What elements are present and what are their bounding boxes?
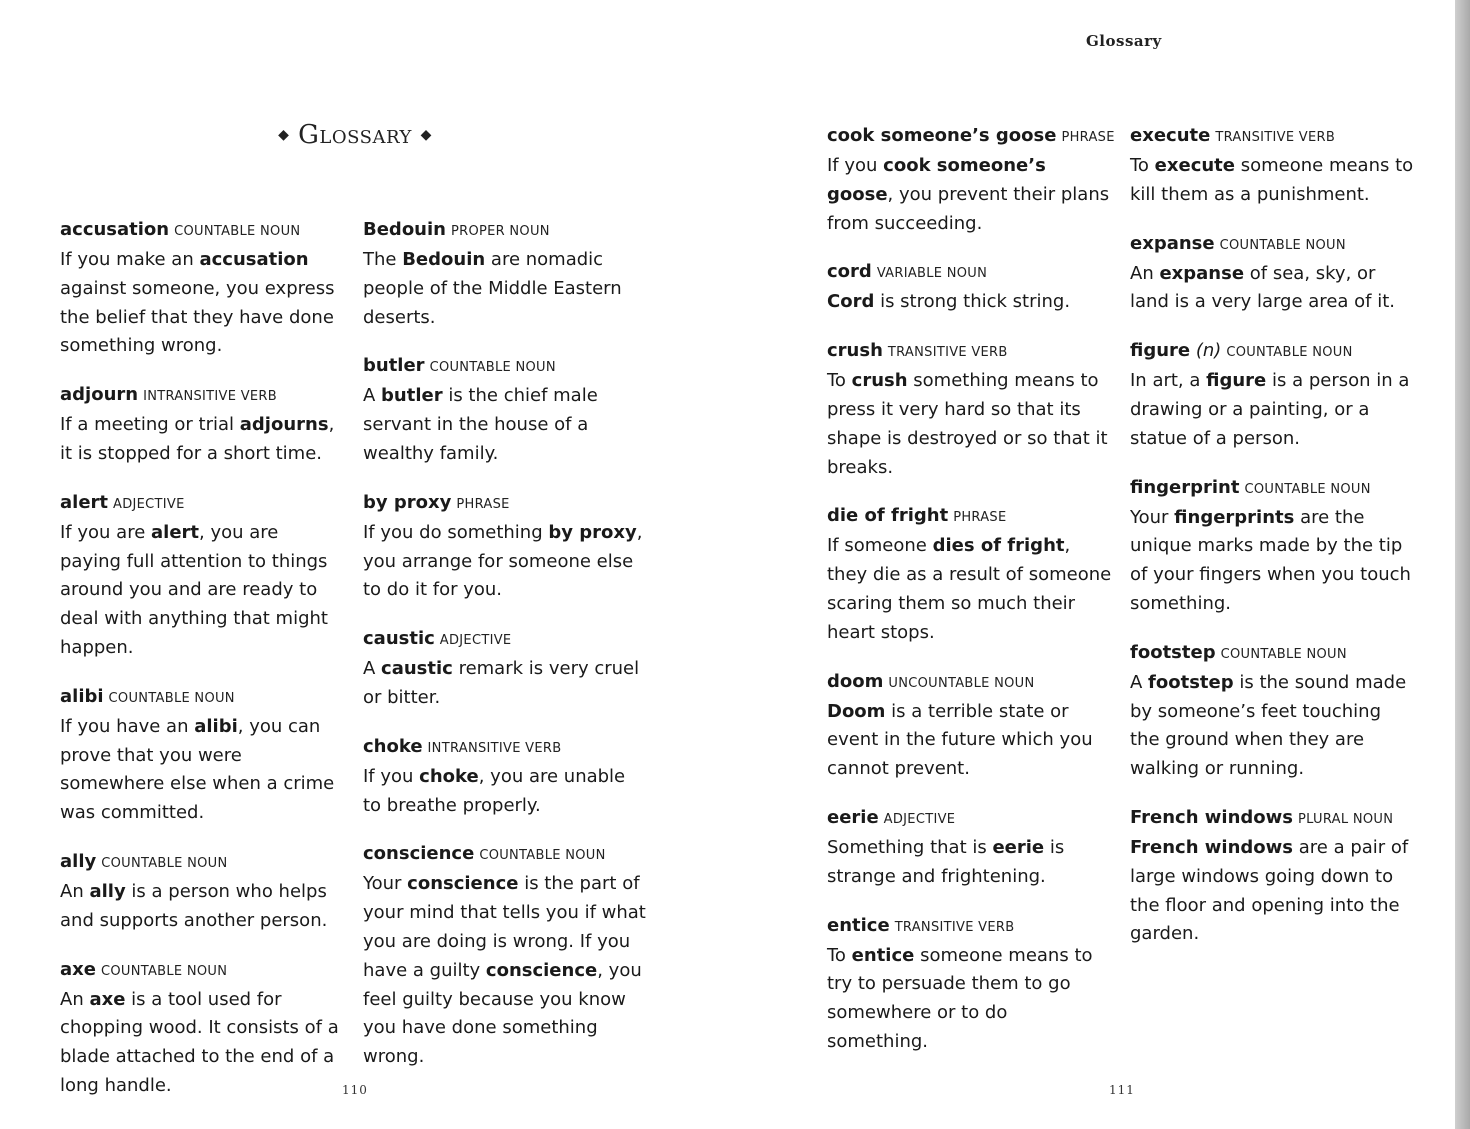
part-of-speech: PHRASE: [953, 510, 1007, 526]
definition-text: In art, a: [1130, 370, 1207, 392]
definition-keyword: adjourns: [239, 414, 329, 436]
definition: [60, 713, 345, 828]
definition: [363, 246, 648, 332]
definition-text: is the part of your mind that tells you if what you are doing is wrong. If you have a guilty: [363, 873, 646, 981]
page-number-left: 110: [342, 1083, 368, 1097]
title-ornament-right: ◆: [420, 127, 432, 143]
glossary-entry: [1130, 336, 1415, 453]
definition: [827, 834, 1112, 892]
headword-line: [60, 215, 345, 246]
definition-keyword: expanse: [1159, 262, 1245, 284]
headword-line: [827, 121, 1115, 152]
definition: [60, 246, 345, 361]
headword: figure: [1130, 340, 1191, 362]
headword: doom: [827, 670, 884, 692]
headword: Bedouin: [363, 219, 446, 240]
definition-keyword: by proxy: [548, 521, 637, 543]
definition-text: , it is stopped for a short time.: [60, 414, 335, 464]
part-of-speech: INTRANSITIVE VERB: [143, 389, 277, 405]
headword: execute: [1130, 125, 1211, 146]
headword: cord: [827, 261, 872, 283]
headword-line: [363, 732, 648, 763]
headword: alibi: [60, 685, 104, 707]
definition-keyword: conscience: [407, 873, 519, 895]
definition-keyword: ally: [89, 880, 126, 902]
headword-line: [60, 955, 345, 986]
definition-text: If you are: [60, 521, 151, 543]
definition-text: is a terrible state or event in the future which you cannot prevent.: [827, 700, 1093, 780]
headword-line: [363, 488, 648, 519]
part-of-speech: COUNTABLE NOUN: [100, 963, 228, 979]
definition-keyword: Bedouin: [402, 249, 486, 270]
headword-note: (n): [1195, 340, 1222, 362]
definition-text: is a person who helps and supports another person.: [60, 880, 328, 931]
definition-text: If a meeting or trial: [60, 414, 240, 436]
definition-text: A: [363, 385, 382, 407]
definition-text: , you arrange for someone else to do it for you.: [363, 521, 643, 601]
definition-keyword: execute: [1154, 155, 1235, 176]
part-of-speech: ADJECTIVE: [113, 496, 185, 512]
definition-keyword: footstep: [1148, 671, 1234, 693]
title-ornament-left: ◆: [278, 127, 290, 143]
glossary-entry: [827, 803, 1112, 892]
headword: caustic: [363, 628, 435, 650]
part-of-speech: PROPER NOUN: [450, 224, 550, 239]
definition: [363, 655, 648, 713]
headword-line: [1130, 803, 1415, 834]
headword: die of fright: [827, 505, 949, 527]
headword: crush: [827, 340, 883, 362]
part-of-speech: UNCOUNTABLE NOUN: [888, 675, 1035, 691]
definition: [1130, 152, 1415, 210]
definition-text: Your: [1130, 506, 1175, 528]
definition-keyword: cook someone’s goose: [827, 155, 1046, 205]
headword-line: [1130, 473, 1415, 504]
headword-line: [60, 380, 345, 411]
part-of-speech: COUNTABLE NOUN: [108, 690, 235, 706]
definition: [827, 367, 1112, 482]
part-of-speech: TRANSITIVE VERB: [894, 919, 1015, 935]
glossary-entry: [827, 501, 1112, 647]
glossary-entry: [363, 351, 648, 468]
part-of-speech: PHRASE: [1061, 130, 1115, 145]
definition: [827, 288, 1112, 317]
definition-keyword: entice: [851, 944, 915, 966]
definition-text: If someone: [827, 535, 933, 557]
part-of-speech: PHRASE: [456, 496, 510, 512]
glossary-column-2: [363, 215, 648, 1091]
definition-text: If you make an: [60, 249, 200, 270]
glossary-entry: [60, 955, 345, 1101]
part-of-speech: COUNTABLE NOUN: [101, 855, 228, 871]
definition-text: A: [1130, 671, 1149, 693]
definition-text: , you can prove that you were somewhere else when a crime was committed.: [60, 715, 335, 824]
definition: [363, 519, 648, 605]
definition: [363, 763, 648, 821]
definition-text: someone means to kill them as a punishment.: [1130, 155, 1414, 205]
definition-text: against someone, you express the belief that they have done something wrong.: [60, 277, 335, 357]
headword-line: [1130, 121, 1415, 152]
part-of-speech: COUNTABLE NOUN: [1219, 237, 1346, 253]
definition-text: , you are unable to breathe properly.: [363, 765, 626, 816]
headword-line: [60, 488, 345, 519]
definition-keyword: French windows: [1130, 836, 1294, 858]
part-of-speech: PLURAL NOUN: [1298, 811, 1394, 827]
headword: fingerprint: [1130, 476, 1240, 498]
definition-text: , you are paying full attention to things around you and are ready to deal with anything that might happen.: [60, 521, 328, 658]
glossary-entry: [1130, 473, 1415, 619]
definition-keyword: caustic: [381, 658, 453, 680]
definition: [60, 878, 345, 936]
definition: [363, 870, 648, 1072]
definition: [1130, 669, 1415, 784]
definition-text: are nomadic people of the Middle Eastern deserts.: [363, 249, 622, 328]
definition-text: , they die as a result of someone scaring them so much their heart stops.: [827, 535, 1112, 643]
headword: eerie: [827, 806, 879, 828]
glossary-entry: [827, 667, 1112, 784]
definition: [363, 382, 648, 468]
part-of-speech: COUNTABLE NOUN: [1226, 345, 1353, 361]
glossary-entry: [1130, 638, 1415, 784]
definition: [1130, 834, 1415, 949]
definition-text: , you feel guilty because you know you have done something wrong.: [363, 959, 642, 1068]
definition-keyword: axe: [89, 988, 126, 1010]
definition-text: someone means to try to persuade them to go somewhere or to do something.: [827, 944, 1093, 1052]
headword-line: [1130, 229, 1415, 260]
definition: [60, 519, 345, 663]
part-of-speech: VARIABLE NOUN: [876, 266, 988, 282]
definition-keyword: alert: [151, 521, 200, 543]
definition-text: is strange and frightening.: [827, 836, 1065, 887]
definition-text: something means to press it very hard so that its shape is destroyed or so that it breaks.: [827, 370, 1108, 478]
definition-keyword: fingerprints: [1174, 506, 1295, 528]
definition-text: If you have an: [60, 715, 195, 737]
glossary-entry: [363, 732, 648, 821]
definition-keyword: dies of fright: [932, 535, 1065, 557]
definition-text: A: [363, 658, 382, 680]
definition-text: The: [363, 249, 403, 270]
part-of-speech: COUNTABLE NOUN: [1244, 481, 1371, 497]
definition-text: An: [60, 988, 90, 1010]
headword-line: [827, 336, 1112, 367]
definition: [827, 942, 1112, 1057]
glossary-entry: [827, 121, 1115, 238]
glossary-column-4: [1130, 121, 1415, 968]
headword-line: [1130, 336, 1415, 367]
title-text: Glossary: [298, 120, 412, 150]
headword-line: [363, 215, 648, 246]
glossary-entry: [363, 215, 648, 332]
definition-text: An: [1130, 262, 1160, 284]
definition: [1130, 504, 1415, 619]
part-of-speech: COUNTABLE NOUN: [479, 848, 606, 864]
headword: butler: [363, 355, 425, 377]
part-of-speech: ADJECTIVE: [883, 811, 956, 827]
definition-keyword: butler: [381, 385, 443, 407]
definition: [827, 532, 1112, 647]
part-of-speech: ADJECTIVE: [439, 633, 512, 649]
part-of-speech: COUNTABLE NOUN: [429, 360, 556, 376]
headword-line: [60, 847, 345, 878]
headword-line: [60, 682, 345, 713]
definition: [1130, 367, 1415, 453]
page-title: [270, 120, 440, 150]
definition-keyword: Doom: [827, 700, 886, 722]
definition-keyword: choke: [419, 765, 479, 787]
definition-keyword: alibi: [194, 715, 238, 737]
headword-line: [1130, 638, 1415, 669]
definition-text: If you do something: [363, 521, 549, 543]
headword: alert: [60, 491, 109, 513]
part-of-speech: COUNTABLE NOUN: [1220, 646, 1347, 662]
glossary-entry: [827, 336, 1112, 482]
glossary-entry: [363, 624, 648, 713]
definition-text: is the sound made by someone’s feet touching the ground when they are walking or running.: [1130, 671, 1407, 780]
glossary-entry: [60, 488, 345, 663]
definition-text: An: [60, 880, 90, 902]
definition-text: of sea, sky, or land is a very large area of it.: [1130, 262, 1395, 313]
glossary-entry: [1130, 121, 1415, 210]
definition-keyword: figure: [1206, 370, 1267, 392]
glossary-entry: [1130, 803, 1415, 949]
headword: expanse: [1130, 232, 1215, 254]
part-of-speech: TRANSITIVE VERB: [887, 345, 1008, 361]
glossary-entry: [363, 839, 648, 1072]
glossary-entry: [60, 380, 345, 469]
definition-text: , you prevent their plans from succeeding.: [827, 183, 1110, 234]
definition-text: remark is very cruel or bitter.: [363, 658, 640, 708]
glossary-column-3: [827, 121, 1115, 1076]
part-of-speech: TRANSITIVE VERB: [1215, 130, 1336, 145]
headword-line: [827, 803, 1112, 834]
headword: accusation: [60, 219, 170, 240]
headword-line: [827, 911, 1112, 942]
headword-line: [363, 839, 648, 870]
headword: footstep: [1130, 641, 1216, 663]
headword: by proxy: [363, 491, 452, 513]
definition-text: If you: [363, 765, 420, 787]
definition-text: Your: [363, 873, 408, 895]
glossary-column-1: [60, 215, 345, 1120]
definition-keyword: accusation: [199, 249, 309, 270]
headword: axe: [60, 958, 96, 980]
definition-text: To: [827, 944, 852, 966]
definition-text: To: [1130, 155, 1155, 176]
definition-keyword: conscience: [485, 959, 598, 981]
definition-keyword: eerie: [992, 836, 1045, 858]
definition-text: are a pair of large windows going down to the floor and opening into the garden.: [1130, 836, 1409, 945]
headword: French windows: [1130, 806, 1294, 828]
headword-line: [363, 351, 648, 382]
headword: conscience: [363, 843, 475, 865]
headword: choke: [363, 735, 423, 757]
definition-text: are the unique marks made by the tip of your fingers when you touch something.: [1130, 506, 1411, 614]
glossary-entry: [60, 682, 345, 828]
definition: [60, 411, 345, 469]
part-of-speech: INTRANSITIVE VERB: [427, 740, 562, 756]
glossary-entry: [827, 257, 1112, 317]
headword: entice: [827, 914, 890, 936]
running-head: Glossary: [1086, 32, 1162, 50]
definition-keyword: crush: [851, 370, 908, 392]
definition: [827, 698, 1112, 784]
headword-line: [827, 667, 1112, 698]
headword-line: [363, 624, 648, 655]
definition-text: is a tool used for chopping wood. It consists of a blade attached to the end of a long handle.: [60, 988, 339, 1096]
definition: [60, 986, 345, 1101]
glossary-entry: [60, 847, 345, 936]
glossary-entry: [60, 215, 345, 361]
headword: adjourn: [60, 384, 139, 406]
page-edge-shadow: [1455, 0, 1470, 1129]
headword-line: [827, 501, 1112, 532]
headword: ally: [60, 850, 97, 872]
definition: [1130, 260, 1415, 318]
definition-text: To: [827, 370, 852, 392]
definition-text: is the chief male servant in the house of a wealthy family.: [363, 385, 598, 464]
glossary-entry: [1130, 229, 1415, 318]
page-number-right: 111: [1109, 1083, 1135, 1097]
glossary-entry: [827, 911, 1112, 1057]
definition-text: is a person in a drawing or a painting, or a statue of a person.: [1130, 370, 1410, 449]
headword: cook someone’s goose: [827, 125, 1057, 146]
headword-line: [827, 257, 1112, 288]
glossary-entry: [363, 488, 648, 605]
definition-text: Something that is: [827, 836, 993, 858]
definition-text: If you: [827, 155, 884, 176]
part-of-speech: COUNTABLE NOUN: [174, 224, 301, 239]
definition: [827, 152, 1112, 238]
definition-keyword: Cord: [827, 291, 875, 313]
definition-text: is strong thick string.: [874, 291, 1071, 313]
